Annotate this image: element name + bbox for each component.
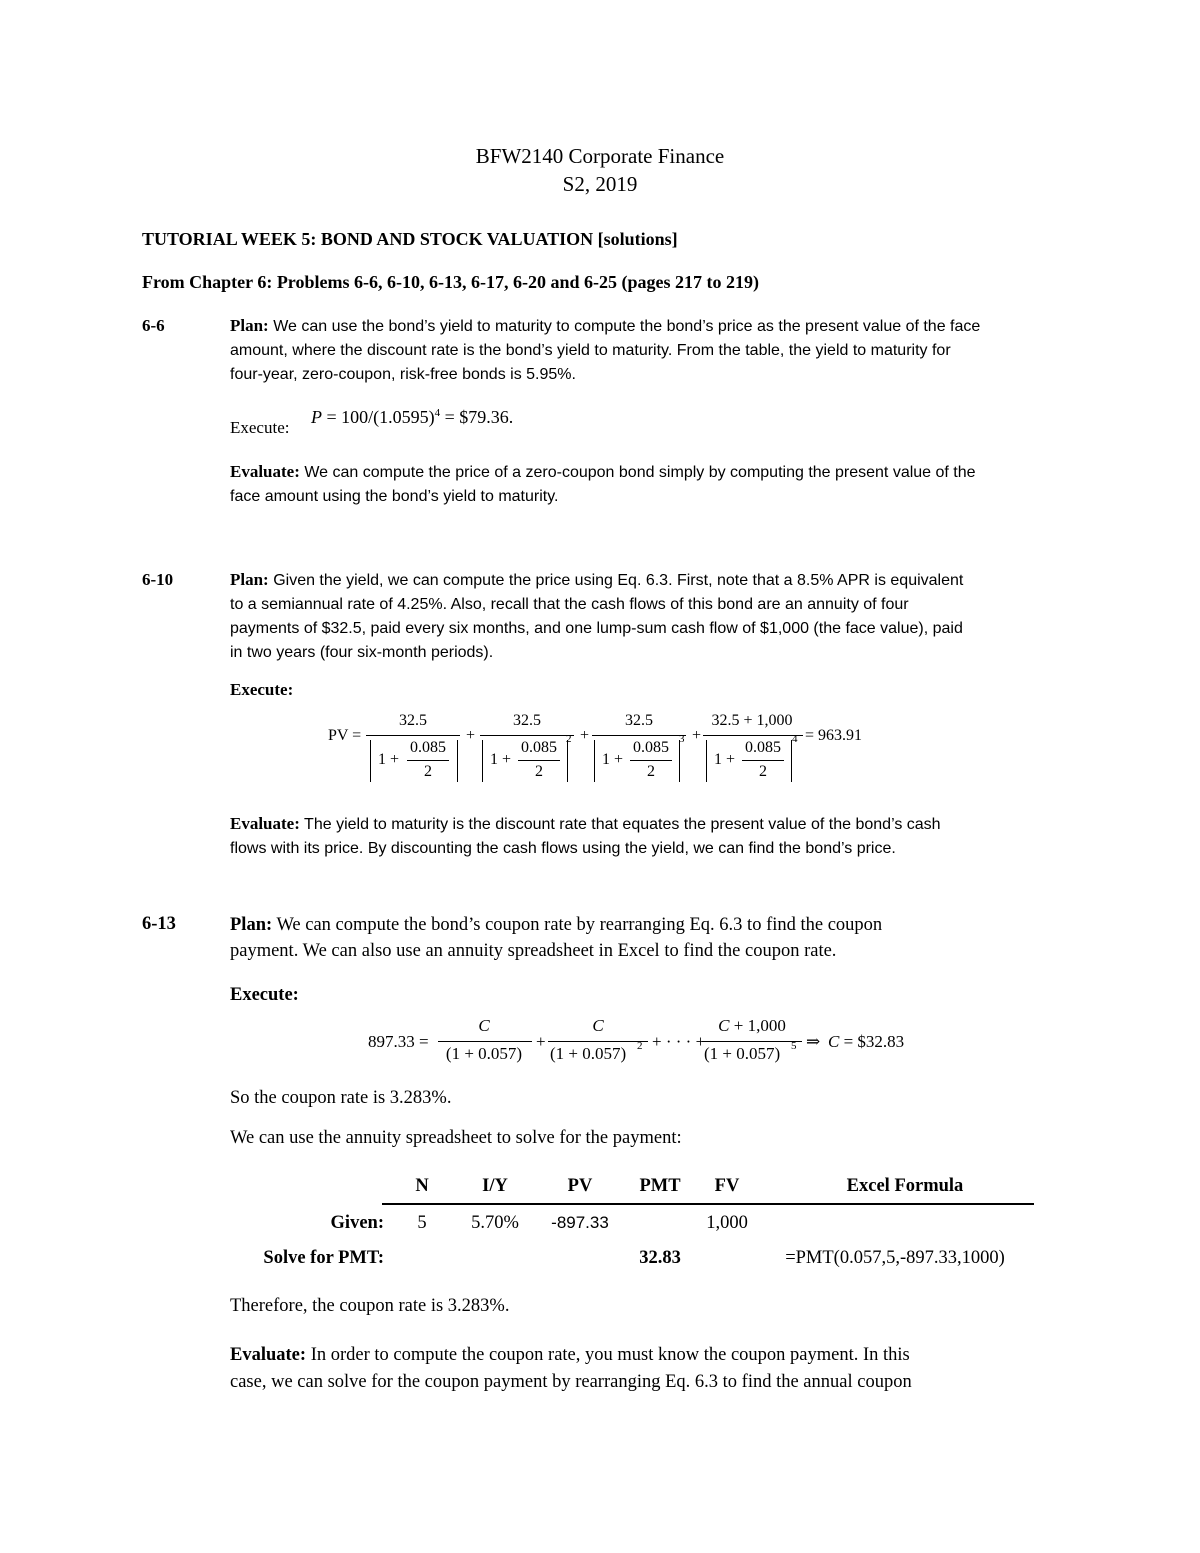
evaluate-text-line: In order to compute the coupon rate, you must know the coupon payment. In this bbox=[310, 1345, 910, 1365]
term-numerator: 32.5 + 1,000 bbox=[711, 712, 793, 729]
coupon-rate-conclusion: Therefore, the coupon rate is 3.283%. bbox=[230, 1296, 510, 1316]
result-value: = $32.83 bbox=[839, 1032, 905, 1051]
evaluate-label: Evaluate: bbox=[230, 462, 300, 481]
table-cell: 5.70% bbox=[471, 1213, 519, 1233]
table-header: PMT bbox=[639, 1176, 681, 1196]
inner-denominator: 2 bbox=[535, 763, 543, 780]
table-header: PV bbox=[567, 1176, 593, 1196]
bracket bbox=[706, 740, 792, 782]
term-denominator: (1 + 0.057) bbox=[550, 1044, 627, 1063]
table-header: FV bbox=[714, 1176, 740, 1196]
plan-text-line: payment. We can also use an annuity spreadsheet in Excel to find the coupon rate. bbox=[230, 941, 837, 961]
inner-denominator: 2 bbox=[759, 763, 767, 780]
plus-sign: + bbox=[466, 727, 476, 744]
tutorial-heading: TUTORIAL WEEK 5: BOND AND STOCK VALUATION [solutions] bbox=[142, 229, 678, 249]
bracket bbox=[370, 740, 458, 782]
fraction-bar bbox=[703, 735, 803, 736]
formula-symbol: P bbox=[311, 407, 322, 427]
problem-number: 6-6 bbox=[142, 316, 165, 335]
inner-fraction-bar bbox=[742, 760, 784, 761]
equation-result bbox=[828, 1032, 904, 1052]
coupon-symbol: C bbox=[718, 1016, 730, 1035]
table-header: N bbox=[415, 1176, 429, 1196]
inner-fraction-bar bbox=[630, 760, 672, 761]
fraction-bar bbox=[548, 1041, 648, 1042]
coupon-rate-statement: So the coupon rate is 3.283%. bbox=[230, 1088, 452, 1108]
chapter-heading: From Chapter 6: Problems 6-6, 6-10, 6-13, 6-17, 6-20 and 6-25 (pages 217 to 219) bbox=[142, 272, 759, 292]
problem-6-6-plan bbox=[230, 314, 1060, 387]
term-numerator: 32.5 bbox=[625, 712, 653, 729]
problem-number: 6-10 bbox=[142, 570, 174, 589]
plus-sign: + bbox=[580, 727, 590, 744]
term-denominator: (1 + 0.057) bbox=[445, 1044, 523, 1063]
exponent: 5 bbox=[791, 1040, 797, 1052]
term-numerator bbox=[700, 1016, 804, 1036]
plan-label: Plan: bbox=[230, 570, 269, 589]
inner-fraction-bar bbox=[518, 760, 560, 761]
term-numerator: 32.5 bbox=[399, 712, 427, 729]
one-plus: 1 + bbox=[490, 751, 512, 768]
solve-row-label: Solve for PMT: bbox=[263, 1248, 384, 1268]
fraction-bar bbox=[438, 1041, 532, 1042]
term-denominator: (1 + 0.057) bbox=[704, 1044, 781, 1063]
equation-result: = 963.91 bbox=[805, 727, 863, 744]
inner-numerator: 0.085 bbox=[521, 739, 557, 756]
table-header: I/Y bbox=[482, 1176, 508, 1196]
plan-text-line: amount, where the discount rate is the bond’s yield to maturity. From the table, the yield to maturity for bbox=[230, 342, 951, 359]
table-cell: 32.83 bbox=[639, 1248, 681, 1268]
evaluate-text-line: We can compute the price of a zero-coupon bond simply by computing the present value of the bbox=[304, 464, 976, 481]
inner-denominator: 2 bbox=[424, 763, 432, 780]
plan-label: Plan: bbox=[230, 915, 273, 935]
semester-subtitle: S2, 2019 bbox=[562, 172, 638, 196]
problem-6-10-evaluate bbox=[230, 812, 1060, 861]
problem-number: 6-13 bbox=[142, 914, 176, 934]
term-numerator: C bbox=[592, 1016, 604, 1035]
plan-text-line: four-year, zero-coupon, risk-free bonds is 5.95%. bbox=[230, 366, 576, 383]
equation-lhs: 897.33 = bbox=[368, 1032, 429, 1051]
table-cell: 1,000 bbox=[706, 1213, 748, 1233]
one-plus: 1 + bbox=[714, 751, 736, 768]
formula-text: = 100/(1.0595) bbox=[322, 407, 435, 427]
annuity-intro: We can use the annuity spreadsheet to solve for the payment: bbox=[230, 1128, 682, 1148]
evaluate-text-line: flows with its price. By discounting the cash flows using the yield, we can find the bond’s price. bbox=[230, 840, 896, 857]
given-row-label: Given: bbox=[330, 1213, 384, 1233]
ellipsis-sum: + · · · + bbox=[652, 1032, 706, 1051]
plan-text-line: in two years (four six-month periods). bbox=[230, 644, 494, 661]
evaluate-text-line: case, we can solve for the coupon payment by rearranging Eq. 6.3 to find the annual coupon bbox=[230, 1372, 912, 1392]
execute-label: Execute: bbox=[230, 418, 290, 437]
term-numerator: 32.5 bbox=[513, 712, 541, 729]
evaluate-text-line: face amount using the bond’s yield to maturity. bbox=[230, 488, 559, 505]
inner-numerator: 0.085 bbox=[410, 739, 446, 756]
equation-lhs: PV = bbox=[328, 727, 362, 744]
table-cell: 5 bbox=[417, 1213, 427, 1233]
execute-label: Execute: bbox=[230, 680, 294, 699]
implies-symbol: ⇒ bbox=[806, 1032, 821, 1051]
exponent: 2 bbox=[566, 733, 572, 745]
table-cell: -897.33 bbox=[551, 1213, 609, 1232]
exponent: 2 bbox=[637, 1040, 643, 1052]
plan-text-line: to a semiannual rate of 4.25%. Also, recall that the cash flows of this bond are an annuity of four bbox=[230, 596, 909, 613]
plan-text-line: Given the yield, we can compute the price using Eq. 6.3. First, note that a 8.5% APR is equivalent bbox=[273, 572, 964, 589]
fraction-bar bbox=[702, 1041, 802, 1042]
problem-6-6-evaluate bbox=[230, 460, 1060, 509]
plan-text-line: We can compute the bond’s coupon rate by rearranging Eq. 6.3 to find the coupon bbox=[276, 915, 883, 935]
problem-6-13-plan bbox=[230, 912, 1060, 964]
execute-label: Execute: bbox=[230, 985, 299, 1005]
evaluate-label: Evaluate: bbox=[230, 814, 300, 833]
exponent: 3 bbox=[679, 733, 685, 745]
inner-fraction-bar bbox=[407, 760, 449, 761]
plan-text-line: payments of $32.5, paid every six months, and one lump-sum cash flow of $1,000 (the face value), paid bbox=[230, 620, 963, 637]
plan-label: Plan: bbox=[230, 316, 269, 335]
term-numerator: C bbox=[478, 1016, 490, 1035]
evaluate-text-line: The yield to maturity is the discount rate that equates the present value of the bond’s cash bbox=[304, 816, 941, 833]
problem-6-10-plan bbox=[230, 568, 1060, 665]
fraction-bar bbox=[366, 735, 460, 736]
inner-denominator: 2 bbox=[647, 763, 655, 780]
plus-sign: + bbox=[692, 727, 702, 744]
evaluate-label: Evaluate: bbox=[230, 1345, 307, 1365]
one-plus: 1 + bbox=[602, 751, 624, 768]
formula-exponent: 4 bbox=[434, 407, 441, 419]
fraction-bar bbox=[480, 735, 574, 736]
exponent: 4 bbox=[792, 733, 798, 745]
formula-text: = $79.36. bbox=[440, 407, 514, 427]
numerator-rest: + 1,000 bbox=[729, 1016, 786, 1035]
course-title: BFW2140 Corporate Finance bbox=[475, 144, 725, 168]
plan-text-line: We can use the bond’s yield to maturity to compute the bond’s price as the present value of the face bbox=[273, 318, 981, 335]
table-header-rule bbox=[382, 1203, 1034, 1205]
one-plus: 1 + bbox=[378, 751, 400, 768]
coupon-symbol: C bbox=[828, 1032, 840, 1051]
bracket bbox=[482, 740, 568, 782]
bracket bbox=[594, 740, 680, 782]
inner-numerator: 0.085 bbox=[745, 739, 781, 756]
plus-sign: + bbox=[536, 1032, 546, 1051]
problem-6-13-evaluate bbox=[230, 1342, 1060, 1396]
fraction-bar bbox=[592, 735, 686, 736]
excel-formula-cell: =PMT(0.057,5,-897.33,1000) bbox=[785, 1248, 1005, 1268]
table-header: Excel Formula bbox=[846, 1176, 964, 1196]
inner-numerator: 0.085 bbox=[633, 739, 669, 756]
zero-coupon-price-formula bbox=[311, 407, 513, 428]
